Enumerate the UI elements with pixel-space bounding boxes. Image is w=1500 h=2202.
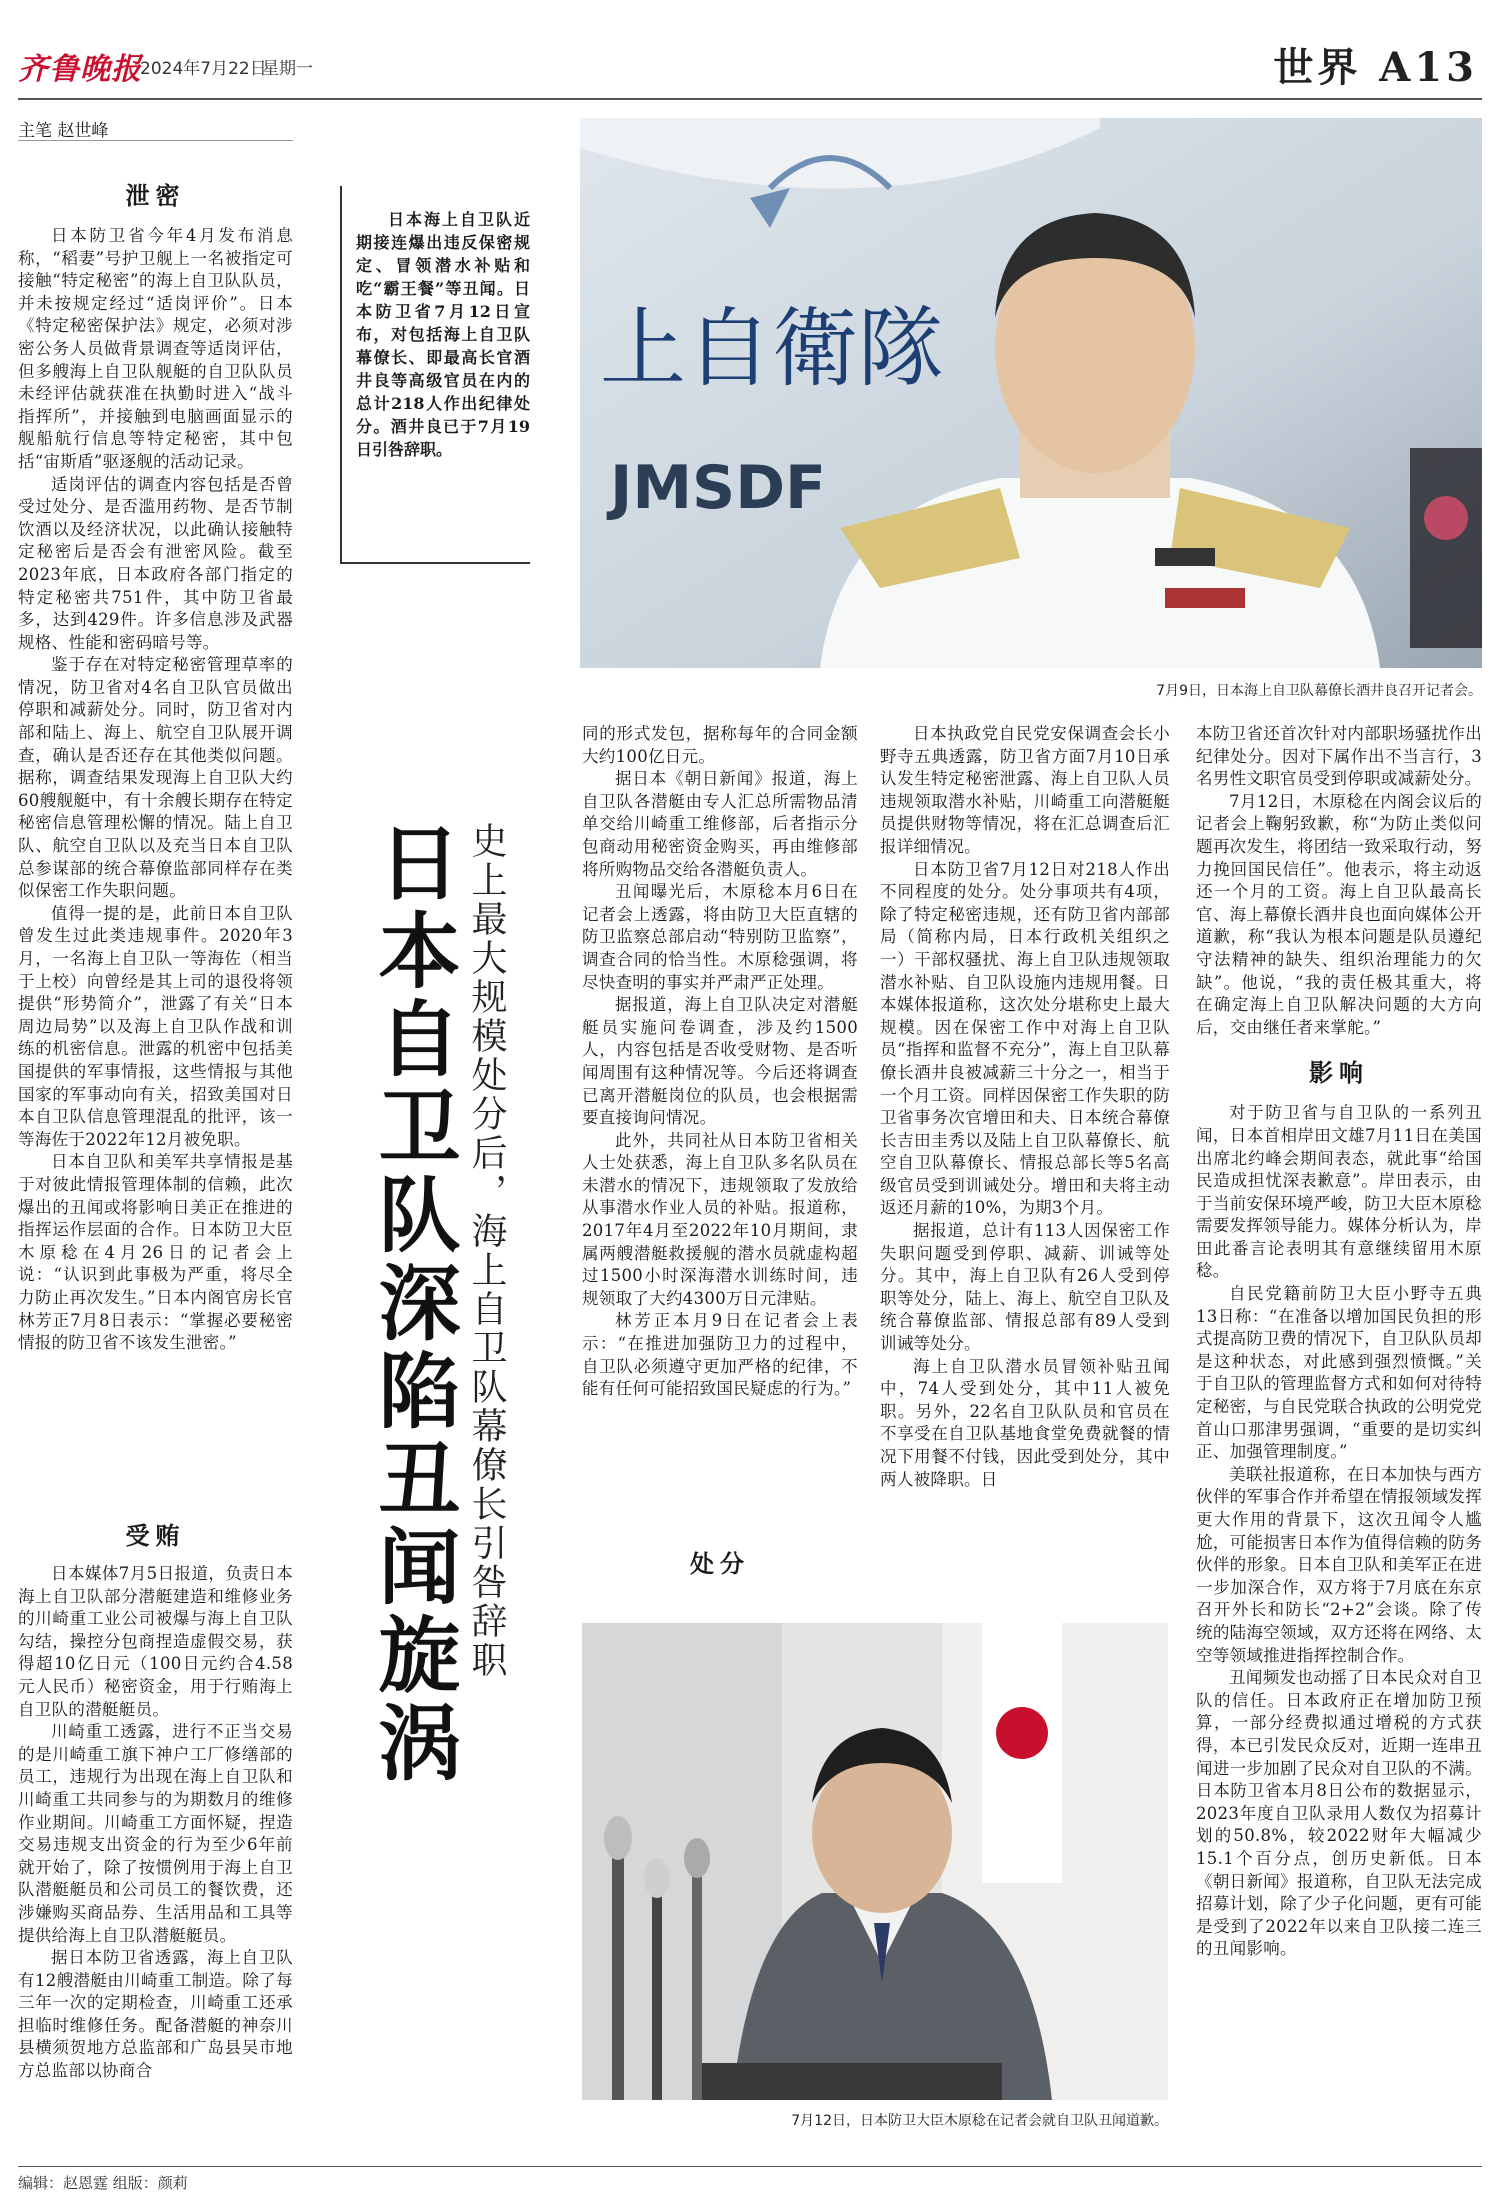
column-1-lower	[18, 1516, 293, 2156]
headline-subtitle: 史上最大规模处分后，海上自卫队幕僚长引咎辞职	[466, 822, 507, 1680]
column-1	[18, 176, 293, 1506]
newspaper-logo: 齐鲁晚报	[18, 52, 142, 87]
column-4	[1196, 723, 1482, 2143]
leak-para-3: 鉴于存在对特定秘密管理草率的情况，防卫省对4名自卫队官员做出停职和减薪处分。同时，防卫省对内部和陆上、海上、航空自卫队展开调查，确认是否还存在其他类似问题。据称，调查结果发现海上自卫队大约60艘舰艇中，有十余艘长期存在特定秘密信息管理松懈的情况。陆上自卫队、航空自卫队以及充当日本自卫队总参谋部的统合幕僚监部同样存在类似保密工作失职问题。	[18, 655, 293, 901]
column-3	[880, 723, 1170, 1613]
col2-para-5: 此外，共同社从日本防卫省相关人士处获悉，海上自卫队多名队员在未潜水的情况下，违规领取了发放给从事潜水作业人员的补贴。报道称，2017年4月至2022年10月期间，隶属两艘潜艇救援舰的潜水员就虚构超过1500小时深海潜水训练时间，违规领取了大约4300万日元津贴。	[582, 1130, 858, 1308]
punish-heading: 处分	[690, 1549, 750, 1578]
bribe-para-3: 据日本防卫省透露，海上自卫队有12艘潜艇由川崎重工制造。除了每三年一次的定期检查，川崎重工还承担临时维修任务。配备潜艇的神奈川县横须贺地方总监部和广岛县吴市地方总监部以协商合	[18, 1948, 293, 2081]
col4-para-2: 7月12日，木原稔在内阁会议后的记者会上鞠躬致歉，称“为防止类似问题再次发生，将团结一致采取行动，努力挽回国民信任”。他表示，将主动返还一个月的工资。海上自卫队最高长官、海上幕僚长酒井良也面向媒体公开道歉，称“我认为根本问题是队员遵纪守法精神的缺失、组织治理能力的欠缺”。他说，“我的责任极其重大，将在确定海上自卫队解决问题的大方向后，交由继任者来掌舵。”	[1196, 791, 1482, 1037]
lead-text: 日本海上自卫队近期接连爆出违反保密规定、冒领潜水补贴和吃“霸王餐”等丑闻。日本防卫省7月12日宣布，对包括海上自卫队幕僚长、即最高长官酒井良等高级官员在内的总计218人作出纪律处分。酒井良已于7月19日引咎辞职。	[356, 210, 530, 459]
bribe-para-1: 日本媒体7月5日报道，负责日本海上自卫队部分潜艇建造和维修业务的川崎重工业公司被爆与海上自卫队勾结，操控分包商捏造虚假交易，获得超10亿日元（100日元约合4.58元人民币）秘密资金，用于行贿海上自卫队的潜艇艇员。	[18, 1564, 293, 1719]
col2-para-3: 丑闻曝光后，木原稔本月6日在记者会上透露，将由防卫大臣直辖的防卫监察总部启动“特别防卫监察”，调查合同的恰当性。木原稔强调，将尽快查明的事实并严肃严正处理。	[582, 882, 858, 992]
col2-para-2: 据日本《朝日新闻》报道，海上自卫队各潜艇由专人汇总所需物品清单交给川崎重工维修部，后者指示分包商动用秘密资金购买，再由维修部将所购物品交给各潜艇负责人。	[582, 769, 858, 879]
svg-text:上自衛隊: 上自衛隊	[600, 299, 944, 399]
impact-para-4: 丑闻频发也动摇了日本民众对自卫队的信任。日本政府正在增加防卫预算，一部分经费拟通过增税的方式获得，本已引发民众反对，近期一连串丑闻进一步加剧了民众对自卫队的不满。日本防卫省本月8日公布的数据显示，2023年度自卫队录用人数仅为招募计划的50.8%，较2022财年大幅减少15.1个百分点，创历史新低。日本《朝日新闻》报道称，自卫队无法完成招募计划，除了少子化问题，更有可能是受到了2022年以来自卫队接二连三的丑闻影响。	[1196, 1668, 1482, 1959]
lead-box	[340, 186, 530, 564]
issue-weekday: 星期一	[262, 59, 313, 79]
bottom-rule	[18, 2166, 1482, 2167]
bribe-para-2: 川崎重工透露，进行不正当交易的是川崎重工旗下神户工厂修缮部的员工，违规行为出现在海上自卫队和川崎重工共同参与的为期数月的维修作业期间。川崎重工方面怀疑，捏造交易违规支出资金的行为至少6年前就开始了，除了按惯例用于海上自卫队潜艇艇员和公司员工的餐饮费，还涉嫌购买商品券、生活用品和工具等提供给海上自卫队潜艇艇员。	[18, 1722, 293, 1945]
col3-para-2: 日本防卫省7月12日对218人作出不同程度的处分。处分事项共有4项，除了特定秘密违规，还有防卫省内部部局（简称内局，日本行政机关组织之一）干部权骚扰、海上自卫队违规领取潜水补贴、自卫队设施内违规用餐。日本媒体报道称，这次处分堪称史上最大规模。因在保密工作中对海上自卫队员“指挥和监督不充分”，海上自卫队幕僚长酒井良被减薪三十分之一，相当于一个月工资。同样因保密工作失职的防卫省事务次官增田和夫、日本统合幕僚长吉田圭秀以及陆上自卫队幕僚长、航空自卫队幕僚长、情报总部长等5名高级官员受到训诫处分。增田和夫将主动返还月薪的10%，为期3个月。	[880, 859, 1170, 1218]
column-2	[582, 723, 858, 1533]
photo-admiral	[580, 118, 1482, 668]
col2-para-4: 据报道，海上自卫队决定对潜艇艇员实施问卷调查，涉及约1500人，内容包括是否收受财物、是否听闻周围有这种情况等。今后还将调查已离开潜艇岗位的队员，也会根据需要直接询问情况。	[582, 995, 858, 1128]
col4-para-1: 本防卫省还首次针对内部职场骚扰作出纪律处分。因对下属作出不当言行，3名男性文职官员受到停职或减薪处分。	[1196, 724, 1482, 789]
impact-para-2: 自民党籍前防卫大臣小野寺五典13日称：“在准备以增加国民负担的形式提高防卫费的情况下，自卫队队员却是这种状态，对此感到强烈愤慨。”关于自卫队的管理监督方式和如何对待特定秘密，与自民党联合执政的公明党党首山口那津男强调，“重要的是切实纠正、加强管理制度。”	[1196, 1284, 1482, 1462]
photo-minister-caption: 7月12日，日本防卫大臣木原稔在记者会就自卫队丑闻道歉。	[791, 2113, 1168, 2129]
col2-para-1: 同的形式发包，据称每年的合同金额大约100亿日元。	[582, 724, 858, 766]
leak-para-2: 适岗评估的调查内容包括是否曾受过处分、是否滥用药物、是否节制饮酒以及经济状况，以此确认接触特定秘密后是否会有泄密风险。截至2023年底，日本政府各部门指定的特定秘密共751件，其中防卫省最多，达到429件。许多信息涉及武器规格、性能和密码暗号等。	[18, 474, 293, 652]
impact-heading: 影响	[1309, 1058, 1369, 1088]
bribe-heading: 受贿	[125, 1521, 186, 1550]
editor-underline	[18, 140, 293, 141]
impact-para-1: 对于防卫省与自卫队的一系列丑闻，日本首相岸田文雄7月11日在美国出席北约峰会期间表态，就此事“给国民造成担忧深表歉意”。岸田表示，由于当前安保环境严峻，防卫大臣木原稔需要发挥领导能力。媒体分析认为，岸田此番言论表明其有意继续留用木原稔。	[1196, 1103, 1482, 1281]
photo-admiral-image	[580, 118, 1482, 668]
leak-para-5: 日本自卫队和美军共享情报是基于对彼此情报管理体制的信赖，此次爆出的丑闻或将影响日美正在推进的指挥运作层面的合作。日本防卫大臣木原稔在4月26日的记者会上说：“认识到此事极为严重，将尽全力防止再次发生。”日本内阁官房长官林芳正7月8日表示：“掌握必要秘密情报的防卫省不该发生泄密。”	[18, 1152, 293, 1353]
photo-minister-image	[582, 1623, 1168, 2100]
leak-heading: 泄密	[125, 181, 186, 210]
section-page-label: 世界 A13	[1273, 44, 1478, 91]
leak-para-4: 值得一提的是，此前日本自卫队曾发生过此类违规事件。2020年3月，一名海上自卫队一等海佐（相当于上校）向曾经是其上司的退役将领提供“形势简介”，泄露了有关“日本周边局势”以及海上自卫队作战和训练的机密信息。泄露的机密中包括美国提供的军事情报，这些情报与其他国家的军事动向有关，招致美国对日本自卫队信息管理混乱的批评，该一等海佐于2022年12月被免职。	[18, 903, 293, 1149]
issue-date: 2024年7月22日	[140, 59, 267, 79]
col3-para-3: 据报道，总计有113人因保密工作失职问题受到停职、减薪、训诫等处分。其中，海上自卫队有26人受到停职等处分，陆上、海上、航空自卫队及统合幕僚监部、情报总部有89人受到训诫等处分。	[880, 1221, 1170, 1354]
svg-text:JMSDF: JMSDF	[610, 453, 827, 523]
headline-title: 日本自卫队深陷丑闻旋涡	[365, 820, 461, 1788]
top-rule	[18, 98, 1482, 100]
photo-admiral-caption: 7月9日，日本海上自卫队幕僚长酒井良召开记者会。	[1156, 683, 1482, 699]
photo-minister	[582, 1623, 1168, 2100]
col2-para-6: 林芳正本月9日在记者会上表示：“在推进加强防卫力的过程中，自卫队必须遵守更加严格的纪律，不能有任何可能招致国民疑虑的行为。”	[582, 1311, 858, 1399]
editor-credit: 主笔 赵世峰	[18, 121, 109, 141]
col3-para-1: 日本执政党自民党安保调查会长小野寺五典透露，防卫省方面7月10日承认发生特定秘密泄露、海上自卫队人员违规领取潜水补贴，川崎重工向潜艇艇员提供财物等情况，将在汇总调查后汇报详细情况。	[880, 724, 1170, 856]
footer-credits: 编辑：赵恩霆 组版：颜莉	[18, 2174, 188, 2192]
col3-para-4: 海上自卫队潜水员冒领补贴丑闻中，74人受到处分，其中11人被免职。另外，22名自卫队队员和官员在不享受在自卫队基地食堂免费就餐的情况下用餐不付钱，因此受到处分，其中两人被降职。日	[880, 1356, 1170, 1489]
leak-para-1: 日本防卫省今年4月发布消息称，“稻妻”号护卫舰上一名被指定可接触“特定秘密”的海上自卫队队员，并未按规定经过“适岗评价”。日本《特定秘密保护法》规定，必须对涉密公务人员做背景调查等适岗评估，但多艘海上自卫队舰艇的自卫队队员未经评估就获准在执勤时进入“战斗指挥所”，并接触到电脑画面显示的舰船航行信息等特定秘密，其中包括“宙斯盾”驱逐舰的活动记录。	[18, 226, 293, 471]
impact-para-3: 美联社报道称，在日本加快与西方伙伴的军事合作并希望在情报领域发挥更大作用的背景下，这次丑闻令人尴尬，可能损害日本作为值得信赖的防务伙伴的形象。日本自卫队和美军正在进一步加深合作，双方将于7月底在东京召开外长和防长“2+2”会谈。除了传统的陆海空领域，双方还将在网络、太空等领域推进指挥控制合作。	[1196, 1464, 1482, 1665]
